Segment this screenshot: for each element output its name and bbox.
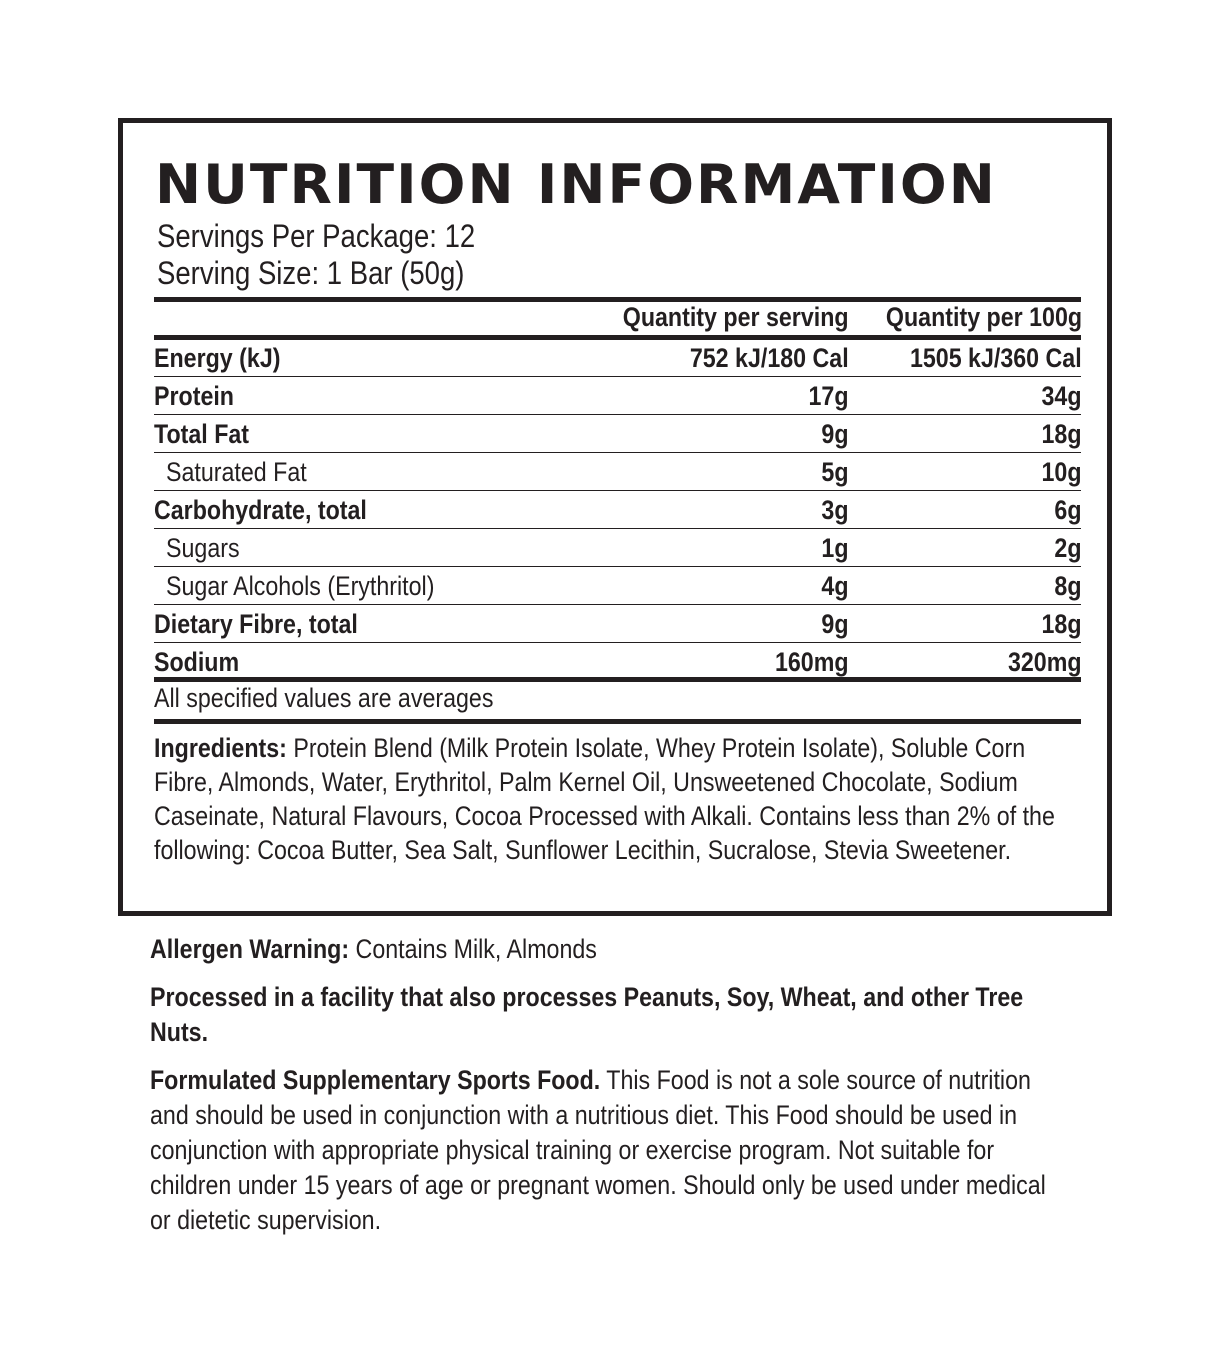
nutrient-name: Sugars [166,533,240,563]
ingredients-top-rule [154,719,1081,724]
formulated-label: Formulated Supplementary Sports Food. [150,1065,601,1095]
value-per-100g: 34g [1041,381,1082,411]
value-per-100g: 6g [1054,495,1082,525]
value-per-100g: 2g [1054,533,1082,563]
panel-title: NUTRITION INFORMATION [155,153,997,216]
value-per-serving: 9g [821,609,849,639]
facility-notice: Processed in a facility that also processes Peanuts, Soy, Wheat, and other Tree Nuts. [150,982,1024,1047]
formulated-statement [150,1063,1057,1238]
nutrient-name: Saturated Fat [166,457,307,487]
nutrient-name: Energy (kJ) [154,343,281,373]
nutrient-row-sugar-alcohols [123,567,1107,605]
nutrient-name: Carbohydrate, total [154,495,367,525]
nutrition-panel [118,118,1112,916]
ingredients-text: Protein Blend (Milk Protein Isolate, Whey Protein Isolate), Soluble Corn Fibre, Almonds, Water, Erythritol, Palm Kernel Oil, Unsweetened Chocolate, Sodium Caseinate, Natural Flavours, Cocoa Processed with Alkali. Contains less than 2% of the following: Cocoa Butter, Sea Salt, Sunflower Lecithin, Sucralose, Stevia Sweetener. [154,733,1055,865]
value-per-serving: 752 kJ/180 Cal [690,343,849,373]
serving-size: Serving Size: 1 Bar (50g) [157,255,465,291]
servings-per-package: Servings Per Package: 12 [157,218,476,254]
formulated-text: This Food is not a sole source of nutrition and should be used in conjunction with a nutritious diet. This Food should be used in conjunction with appropriate physical training or exercise program. Not suitable for children under 15 years of age or pregnant women. Should only be used under medical or dietetic supervision. [150,1065,1046,1235]
nutrient-name: Sugar Alcohols (Erythritol) [166,571,435,601]
nutrient-row-saturated-fat [123,453,1107,491]
nutrient-row-sodium [123,643,1107,681]
nutrient-row-total-fat [123,415,1107,453]
value-per-serving: 160mg [775,647,849,677]
value-per-100g: 1505 kJ/360 Cal [910,343,1082,373]
allergen-label: Allergen Warning: [150,934,350,964]
nutrient-row-protein [123,377,1107,415]
value-per-serving: 3g [821,495,849,525]
nutrient-name: Sodium [154,647,240,677]
value-per-100g: 8g [1054,571,1082,601]
value-per-serving: 1g [821,533,849,563]
nutrient-row-sugars [123,529,1107,567]
value-per-100g: 18g [1041,609,1082,639]
column-header-per-serving: Quantity per serving [623,302,849,332]
value-per-serving: 4g [821,571,849,601]
nutrient-row-energy [123,339,1107,377]
allergen-text: Contains Milk, Almonds [349,934,597,964]
column-header-per-100g: Quantity per 100g [885,302,1082,332]
nutrient-row-dietary-fibre [123,605,1107,643]
value-per-100g: 320mg [1008,647,1082,677]
nutrient-name: Protein [154,381,234,411]
ingredients-label: Ingredients: [154,733,287,763]
nutrient-name: Total Fat [154,419,250,449]
allergen-warning [150,932,1057,967]
value-per-100g: 10g [1041,457,1082,487]
nutrient-row-carbohydrate [123,491,1107,529]
ingredients-paragraph [154,731,1061,867]
value-per-serving: 5g [821,457,849,487]
averages-note: All specified values are averages [154,683,494,713]
value-per-100g: 18g [1041,419,1082,449]
nutrient-name: Dietary Fibre, total [154,609,358,639]
value-per-serving: 9g [821,419,849,449]
value-per-serving: 17g [808,381,849,411]
